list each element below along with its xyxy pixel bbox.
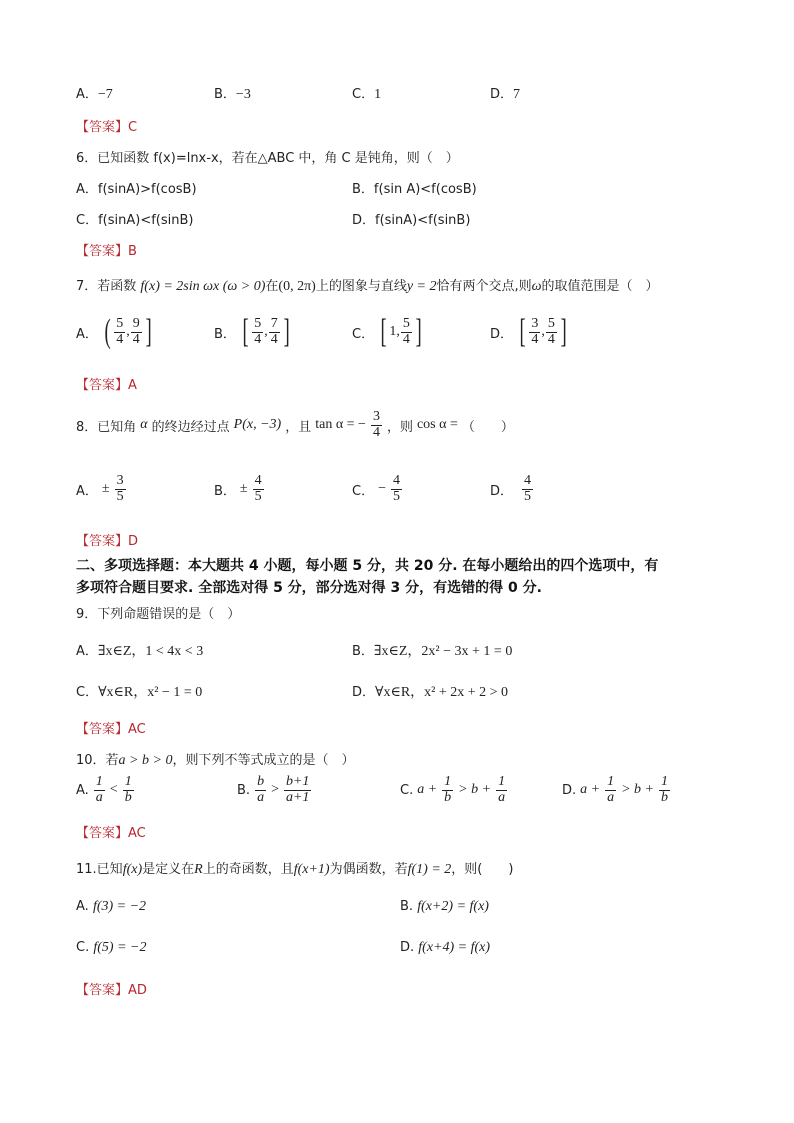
q10-option-c: C. a + $\frac{1}{b}$ > b + $\frac{1}{a}$ bbox=[400, 774, 506, 805]
q8-option-a: A． ± $\frac{3}{5}$ bbox=[76, 473, 124, 504]
q5-option-d: D．7 bbox=[490, 87, 521, 102]
q8-stem: 8．已知角 α 的终边经过点 P(x, −3) ，且 tan α = − $\frac{3}{4}$ ，则 cos α = （ ） bbox=[76, 409, 514, 440]
q9-answer: 【答案】AC bbox=[76, 722, 146, 737]
q7-option-a: A． ( $\frac{5}{4}$ , $\frac{9}{4}$ ] bbox=[76, 313, 152, 350]
q8-option-c: C． − $\frac{4}{5}$ bbox=[352, 473, 400, 504]
q8-answer: 【答案】D bbox=[76, 534, 139, 549]
q9-option-d: D．∀x∈R，x² + 2x + 2 > 0 bbox=[352, 685, 509, 700]
q10-option-d: D. a + $\frac{1}{a}$ > b + $\frac{1}{b}$ bbox=[562, 774, 669, 805]
q7-stem: 7．若函数 f(x) = 2sin ωx (ω > 0)在(0, 2π)上的图象与直线y = 2恰有两个交点,则ω的取值范围是（ ） bbox=[76, 279, 659, 294]
q11-answer: 【答案】AD bbox=[76, 983, 147, 998]
q9-stem: 9．下列命题错误的是（ ） bbox=[76, 607, 241, 622]
q5-option-c: C．1 bbox=[352, 87, 382, 102]
q5-answer: 【答案】C bbox=[76, 120, 138, 135]
q9-option-b: B．∃x∈Z，2x² − 3x + 1 = 0 bbox=[352, 644, 513, 659]
q7-option-d: D． [ $\frac{3}{4}$ , $\frac{5}{4}$ ] bbox=[490, 313, 567, 350]
q9-option-c: C．∀x∈R，x² − 1 = 0 bbox=[76, 685, 203, 700]
q8-option-d: D． $\frac{4}{5}$ bbox=[490, 473, 532, 504]
q6-option-c: C．f(sinA)<f(sinB) bbox=[76, 213, 194, 228]
section2-heading-line2: 多项符合题目要求. 全部选对得 5 分，部分选对得 3 分，有选错的得 0 分. bbox=[76, 580, 542, 596]
q10-answer: 【答案】AC bbox=[76, 826, 146, 841]
section2-heading-line1: 二、多项选择题：本大题共 4 小题，每小题 5 分，共 20 分. 在每小题给出的四个选项中，有 bbox=[76, 558, 659, 574]
q6-option-b: B．f(sin A)<f(cosB) bbox=[352, 182, 477, 197]
q10-stem: 10．若a > b > 0，则下列不等式成立的是（ ） bbox=[76, 753, 355, 768]
q11-option-a: A. f(3) = −2 bbox=[76, 899, 147, 914]
q8-option-b: B． ± $\frac{4}{5}$ bbox=[214, 473, 262, 504]
q6-stem: 6．已知函数 f(x)=lnx-x，若在△ABC 中，角 C 是钝角，则（ ） bbox=[76, 151, 459, 166]
q11-option-c: C. f(5) = −2 bbox=[76, 940, 147, 955]
q6-answer: 【答案】B bbox=[76, 244, 137, 259]
q11-option-b: B. f(x+2) = f(x) bbox=[400, 899, 489, 914]
q7-option-c: C． [ 1, $\frac{5}{4}$ ] bbox=[352, 313, 422, 350]
q10-option-a: A. $\frac{1}{a}$ < $\frac{1}{b}$ bbox=[76, 774, 132, 805]
q11-stem: 11.已知f(x)是定义在R上的奇函数，且f(x+1)为偶函数，若f(1) = 2，则( ) bbox=[76, 862, 514, 877]
q10-option-b: B. $\frac{b}{a}$ > $\frac{b+1}{a+1}$ bbox=[237, 774, 310, 805]
q7-answer: 【答案】A bbox=[76, 378, 137, 393]
q6-option-a: A．f(sinA)>f(cosB) bbox=[76, 182, 197, 197]
q5-option-a: A．−7 bbox=[76, 87, 113, 102]
q5-option-b: B．−3 bbox=[214, 87, 251, 102]
q11-option-d: D. f(x+4) = f(x) bbox=[400, 940, 491, 955]
q7-option-b: B． [ $\frac{5}{4}$ , $\frac{7}{4}$ ] bbox=[214, 313, 290, 350]
q9-option-a: A．∃x∈Z，1 < 4x < 3 bbox=[76, 644, 204, 659]
q6-option-d: D．f(sinA)<f(sinB) bbox=[352, 213, 471, 228]
